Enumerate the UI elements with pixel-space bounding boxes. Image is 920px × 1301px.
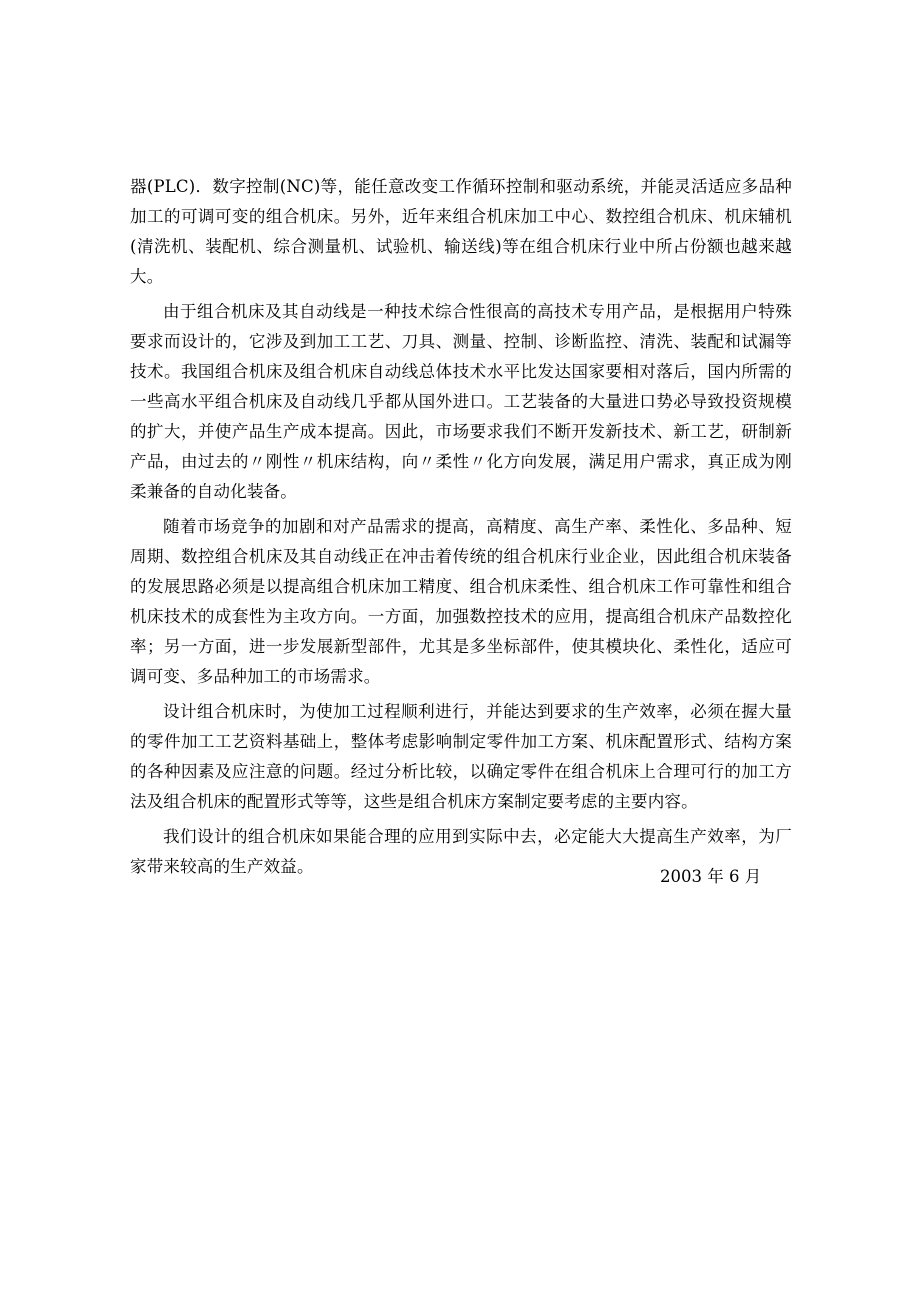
paragraph-continuation: 器(PLC)．数字控制(NC)等，能任意改变工作循环控制和驱动系统，并能灵活适应多品种加工的可调可变的组合机床。另外，近年来组合机床加工中心、数控组合机床、机床辅机(清洗机、装配机、综合测量机、试验机、输送线)等在组合机床行业中所占份额也越来越大。 — [130, 177, 792, 286]
paragraph-2: 由于组合机床及其自动线是一种技术综合性很高的高技术专用产品，是根据用户特殊要求而设计的，它涉及到加工工艺、刀具、测量、控制、诊断监控、清洗、装配和试漏等技术。我国组合机床及组合机床自动线总体技术水平比发达国家要相对落后，国内所需的一些高水平组合机床及自动线几乎都从国外进口。工艺装备的大量进口势必导致投资规模的扩大，并使产品生产成本提高。因此，市场要求我们不断开发新技术、新工艺，研制新产品，由过去的〃刚性〃机床结构，向〃柔性〃化方向发展，满足用户需求，真正成为刚柔兼备的自动化装备。 — [130, 302, 792, 501]
body-text — [130, 172, 792, 887]
document-date: 2003 年 6 月 — [660, 867, 762, 886]
paragraph-3: 随着市场竞争的加剧和对产品需求的提高，高精度、高生产率、柔性化、多品种、短周期、数控组合机床及其自动线正在冲击着传统的组合机床行业企业，因此组合机床装备的发展思路必须是以提高组合机床加工精度、组合机床柔性、组合机床工作可靠性和组合机床技术的成套性为主攻方向。一方面，加强数控技术的应用，提高组合机床产品数控化率；另一方面，进一步发展新型部件，尤其是多坐标部件，使其模块化、柔性化，适应可调可变、多品种加工的市场需求。 — [130, 517, 792, 686]
paragraph-5: 我们设计的组合机床如果能合理的应用到实际中去，必定能大大提高生产效率，为厂家带来较高的生产效益。 — [130, 827, 792, 876]
paragraph-4: 设计组合机床时，为使加工过程顺利进行，并能达到要求的生产效率，必须在握大量的零件加工工艺资料基础上，整体考虑影响制定零件加工方案、机床配置形式、结构方案的各种因素及应注意的问题。经过分析比较，以确定零件在组合机床上合理可行的加工方法及组合机床的配置形式等等，这些是组合机床方案制定要考虑的主要内容。 — [130, 702, 792, 811]
